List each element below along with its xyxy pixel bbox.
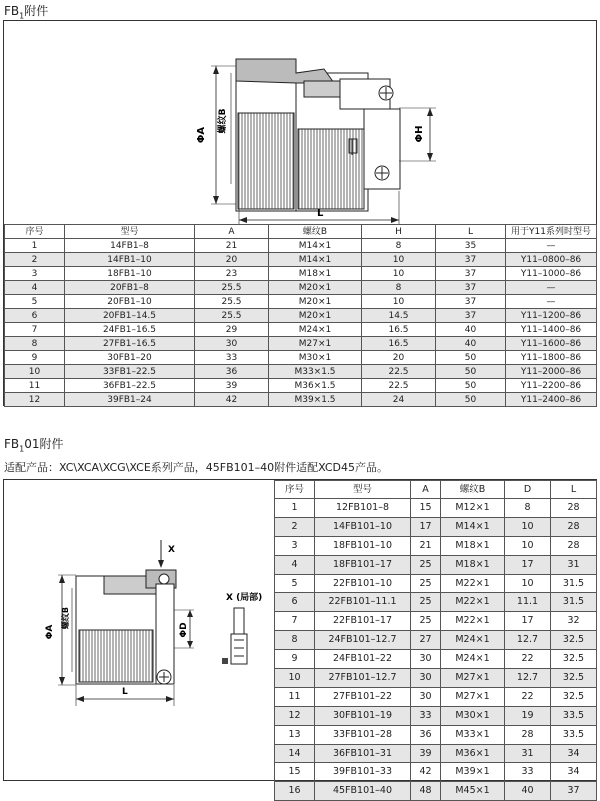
table-cell: 22 <box>505 687 551 706</box>
table-cell: 4 <box>275 555 315 574</box>
table-row <box>5 239 597 253</box>
table-row <box>275 763 597 782</box>
table-cell: 10 <box>5 365 65 379</box>
table-cell: Y11–1800–86 <box>506 351 597 365</box>
table-cell: M24×1 <box>441 631 505 650</box>
table-row <box>5 253 597 267</box>
table-cell: 12.7 <box>505 669 551 688</box>
table-cell: 42 <box>411 763 441 782</box>
table-cell: 21 <box>411 536 441 555</box>
view-x-label: X <box>168 545 175 555</box>
table-cell: 10 <box>505 536 551 555</box>
table-cell: 9 <box>5 351 65 365</box>
table-cell: 3 <box>5 267 65 281</box>
table-cell: M33×1.5 <box>269 365 362 379</box>
table-cell: 28 <box>551 517 597 536</box>
table-cell: 2 <box>275 517 315 536</box>
table-row <box>275 499 597 518</box>
table-row <box>275 536 597 555</box>
table-cell: 11 <box>5 379 65 393</box>
table-cell: 7 <box>5 323 65 337</box>
table-cell: 7 <box>275 612 315 631</box>
table-cell: 32.5 <box>551 631 597 650</box>
table-cell: M14×1 <box>269 253 362 267</box>
table-cell: 10 <box>362 253 436 267</box>
table-cell: 39FB1–24 <box>65 393 195 407</box>
fb101-spec-table <box>274 480 597 801</box>
table-cell: 39 <box>195 379 269 393</box>
table-cell: 40 <box>436 323 506 337</box>
table-cell: 35 <box>436 239 506 253</box>
dim-thread-b-label-2: 螺纹B <box>61 606 70 630</box>
table-cell: 50 <box>436 393 506 407</box>
column-header: A <box>195 225 269 239</box>
table-cell: 15 <box>275 763 315 782</box>
table-cell: 8 <box>5 337 65 351</box>
table-cell: 6 <box>5 309 65 323</box>
table-cell: 30 <box>411 669 441 688</box>
table-row <box>275 612 597 631</box>
table-cell: 17 <box>505 612 551 631</box>
table-cell: 27FB101–12.7 <box>315 669 411 688</box>
table-cell: 45FB101–40 <box>315 782 411 801</box>
table-cell: M39×1.5 <box>269 393 362 407</box>
table-cell: 32 <box>551 612 597 631</box>
table-cell: 20 <box>195 253 269 267</box>
table-cell: 5 <box>275 574 315 593</box>
table-cell: Y11–2400–86 <box>506 393 597 407</box>
table-cell: — <box>506 281 597 295</box>
table-cell: 13 <box>275 725 315 744</box>
table-row <box>275 650 597 669</box>
table-cell: 25 <box>411 555 441 574</box>
table-cell: M39×1 <box>441 763 505 782</box>
table-cell: 2 <box>5 253 65 267</box>
section1-panel <box>3 20 597 406</box>
table-cell: 32.5 <box>551 687 597 706</box>
table-cell: 14FB1–8 <box>65 239 195 253</box>
column-header: H <box>362 225 436 239</box>
dim-dia-a-label: ΦA <box>196 126 207 144</box>
table-cell: 24 <box>362 393 436 407</box>
section2-title: $FB_101$附件 <box>4 437 64 454</box>
dim-dia-a-label-2: ΦA <box>45 624 55 640</box>
table-cell: 8 <box>362 239 436 253</box>
column-header: 螺纹B <box>441 481 505 499</box>
table-row <box>275 669 597 688</box>
column-header: D <box>505 481 551 499</box>
table-cell: Y11–1200–86 <box>506 309 597 323</box>
table-cell: 50 <box>436 351 506 365</box>
table-cell: 19 <box>505 706 551 725</box>
table-cell: Y11–2200–86 <box>506 379 597 393</box>
table-row <box>275 593 597 612</box>
table-cell: 5 <box>5 295 65 309</box>
table-cell: 23 <box>195 267 269 281</box>
table-cell: 32.5 <box>551 669 597 688</box>
table-cell: 36FB1–22.5 <box>65 379 195 393</box>
table-cell: 6 <box>275 593 315 612</box>
column-header: 序号 <box>5 225 65 239</box>
table-cell: 10 <box>505 517 551 536</box>
table-cell: 22FB101–11.1 <box>315 593 411 612</box>
table-cell: 22.5 <box>362 365 436 379</box>
table-cell: 10 <box>275 669 315 688</box>
dim-thread-b-label: 螺纹B <box>218 108 228 134</box>
table-row <box>5 337 597 351</box>
table-cell: 22.5 <box>362 379 436 393</box>
column-header: 序号 <box>275 481 315 499</box>
table-cell: M20×1 <box>269 295 362 309</box>
table-row <box>5 281 597 295</box>
table-cell: 4 <box>5 281 65 295</box>
table-cell: 14FB1–10 <box>65 253 195 267</box>
table-cell: M45×1 <box>441 782 505 801</box>
table-cell: M27×1 <box>441 687 505 706</box>
table-header-row <box>5 225 597 239</box>
table-cell: 8 <box>275 631 315 650</box>
table-cell: M30×1 <box>441 706 505 725</box>
table-cell: 12 <box>5 393 65 407</box>
table-cell: — <box>506 295 597 309</box>
table-row <box>5 267 597 281</box>
table-cell: M18×1 <box>441 555 505 574</box>
table-cell: 25.5 <box>195 309 269 323</box>
table-cell: 37 <box>436 281 506 295</box>
fb1-drawing <box>4 21 596 225</box>
table-cell: M27×1 <box>441 669 505 688</box>
column-header: 型号 <box>315 481 411 499</box>
dim-dia-h-label: ΦH <box>414 125 425 143</box>
table-row <box>275 706 597 725</box>
table-cell: 33 <box>195 351 269 365</box>
fb1-spec-table <box>4 224 597 407</box>
section2-panel <box>3 479 597 797</box>
table-cell: 29 <box>195 323 269 337</box>
table-cell: 14.5 <box>362 309 436 323</box>
table-cell: M36×1 <box>441 744 505 763</box>
table-row <box>275 555 597 574</box>
table-cell: 24FB101–12.7 <box>315 631 411 650</box>
table-cell: 11 <box>275 687 315 706</box>
dim-len-l-label-2: L <box>122 687 128 697</box>
column-header: 型号 <box>65 225 195 239</box>
table-cell: 42 <box>195 393 269 407</box>
table-cell: M36×1.5 <box>269 379 362 393</box>
table-cell: 33 <box>411 706 441 725</box>
section1-title: $FB_1$附件 <box>4 4 49 21</box>
table-cell: M14×1 <box>269 239 362 253</box>
table-cell: 11.1 <box>505 593 551 612</box>
table-cell: M22×1 <box>441 612 505 631</box>
table-cell: 37 <box>436 309 506 323</box>
table-row <box>5 379 597 393</box>
table-cell: M18×1 <box>441 536 505 555</box>
table-cell: 17 <box>505 555 551 574</box>
table-cell: 50 <box>436 365 506 379</box>
table-cell: 22 <box>505 650 551 669</box>
table-cell: 10 <box>505 574 551 593</box>
table-row <box>5 393 597 407</box>
table-cell: 31 <box>505 744 551 763</box>
column-header: 用于Y11系列时型号 <box>506 225 597 239</box>
table-cell: 28 <box>551 499 597 518</box>
table-cell: Y11–2000–86 <box>506 365 597 379</box>
table-cell: 12 <box>275 706 315 725</box>
column-header: L <box>551 481 597 499</box>
table-cell: 30 <box>195 337 269 351</box>
table-cell: 28 <box>505 725 551 744</box>
table-cell: 25 <box>411 574 441 593</box>
table-cell: 30FB1–20 <box>65 351 195 365</box>
table-cell: 22FB101–17 <box>315 612 411 631</box>
table-cell: 9 <box>275 650 315 669</box>
table-cell: 18FB1–10 <box>65 267 195 281</box>
table-cell: Y11–0800–86 <box>506 253 597 267</box>
table-cell: 37 <box>551 782 597 801</box>
table-cell: M12×1 <box>441 499 505 518</box>
column-header: A <box>411 481 441 499</box>
table-cell: 27 <box>411 631 441 650</box>
table-cell: 37 <box>436 267 506 281</box>
table-cell: 17 <box>411 517 441 536</box>
table-cell: Y11–1000–86 <box>506 267 597 281</box>
table-cell: 28 <box>551 536 597 555</box>
table-row <box>275 574 597 593</box>
table-cell: 15 <box>411 499 441 518</box>
table-cell: 31.5 <box>551 593 597 612</box>
table-cell: 50 <box>436 379 506 393</box>
table-cell: 14 <box>275 744 315 763</box>
table-cell: M22×1 <box>441 593 505 612</box>
table-cell: 10 <box>362 295 436 309</box>
table-cell: 36FB101–31 <box>315 744 411 763</box>
table-cell: M20×1 <box>269 281 362 295</box>
table-cell: 25 <box>411 593 441 612</box>
detail-x-label: X (局部) <box>226 593 263 603</box>
table-cell: 20 <box>362 351 436 365</box>
dim-len-l-label: L <box>317 208 324 219</box>
table-cell: 1 <box>5 239 65 253</box>
dim-dia-d-label: ΦD <box>179 622 189 638</box>
table-cell: — <box>506 239 597 253</box>
table-cell: 24FB1–16.5 <box>65 323 195 337</box>
table-cell: 31.5 <box>551 574 597 593</box>
table-cell: 21 <box>195 239 269 253</box>
table-row <box>5 295 597 309</box>
table-row <box>5 351 597 365</box>
table-cell: 39 <box>411 744 441 763</box>
table-cell: M22×1 <box>441 574 505 593</box>
table-cell: 48 <box>411 782 441 801</box>
table-cell: M33×1 <box>441 725 505 744</box>
table-cell: 33FB101–28 <box>315 725 411 744</box>
table-cell: 33 <box>505 763 551 782</box>
table-cell: 8 <box>505 499 551 518</box>
table-cell: 8 <box>362 281 436 295</box>
table-cell: M20×1 <box>269 309 362 323</box>
table-cell: 3 <box>275 536 315 555</box>
table-row <box>275 725 597 744</box>
table-row <box>275 687 597 706</box>
table-cell: 16 <box>275 782 315 801</box>
table-cell: 40 <box>436 337 506 351</box>
table-cell: 33.5 <box>551 725 597 744</box>
table-cell: M24×1 <box>269 323 362 337</box>
table-cell: 40 <box>505 782 551 801</box>
table-cell: 25 <box>411 612 441 631</box>
table-cell: M24×1 <box>441 650 505 669</box>
column-header: L <box>436 225 506 239</box>
table-cell: 14FB101–10 <box>315 517 411 536</box>
table-cell: 39FB101–33 <box>315 763 411 782</box>
table-cell: 18FB101–17 <box>315 555 411 574</box>
table-cell: Y11–1400–86 <box>506 323 597 337</box>
table-cell: M14×1 <box>441 517 505 536</box>
table-cell: 16.5 <box>362 323 436 337</box>
table-cell: 30FB101–19 <box>315 706 411 725</box>
table-cell: 36 <box>195 365 269 379</box>
table-cell: 37 <box>436 295 506 309</box>
table-cell: 22FB101–10 <box>315 574 411 593</box>
table-cell: 34 <box>551 763 597 782</box>
table-cell: 27FB1–16.5 <box>65 337 195 351</box>
table-cell: M18×1 <box>269 267 362 281</box>
table-row <box>5 365 597 379</box>
table-row <box>5 309 597 323</box>
table-cell: 12FB101–8 <box>315 499 411 518</box>
table-header-row <box>275 481 597 499</box>
table-cell: 10 <box>362 267 436 281</box>
table-cell: M27×1 <box>269 337 362 351</box>
table-cell: 27FB101–22 <box>315 687 411 706</box>
column-header: 螺纹B <box>269 225 362 239</box>
table-cell: Y11–1600–86 <box>506 337 597 351</box>
table-cell: M30×1 <box>269 351 362 365</box>
table-cell: 30 <box>411 687 441 706</box>
table-row <box>5 323 597 337</box>
table-cell: 1 <box>275 499 315 518</box>
table-cell: 37 <box>436 253 506 267</box>
fb101-drawing <box>4 480 274 780</box>
table-row <box>275 517 597 536</box>
table-row <box>275 744 597 763</box>
table-cell: 18FB101–10 <box>315 536 411 555</box>
table-cell: 30 <box>411 650 441 669</box>
table-cell: 20FB1–8 <box>65 281 195 295</box>
table-cell: 33FB1–22.5 <box>65 365 195 379</box>
compatibility-note: 适配产品：XC\XCA\XCG\XCE系列产品，45FB101–40附件适配XCD45产品。 <box>4 461 389 474</box>
table-cell: 31 <box>551 555 597 574</box>
table-cell: 33.5 <box>551 706 597 725</box>
table-cell: 20FB1–14.5 <box>65 309 195 323</box>
table-cell: 32.5 <box>551 650 597 669</box>
table-cell: 34 <box>551 744 597 763</box>
table-row <box>275 631 597 650</box>
table-row <box>275 782 597 801</box>
table-cell: 16.5 <box>362 337 436 351</box>
table-cell: 20FB1–10 <box>65 295 195 309</box>
table-cell: 25.5 <box>195 295 269 309</box>
table-cell: 24FB101–22 <box>315 650 411 669</box>
table-cell: 36 <box>411 725 441 744</box>
table-cell: 25.5 <box>195 281 269 295</box>
table-cell: 12.7 <box>505 631 551 650</box>
